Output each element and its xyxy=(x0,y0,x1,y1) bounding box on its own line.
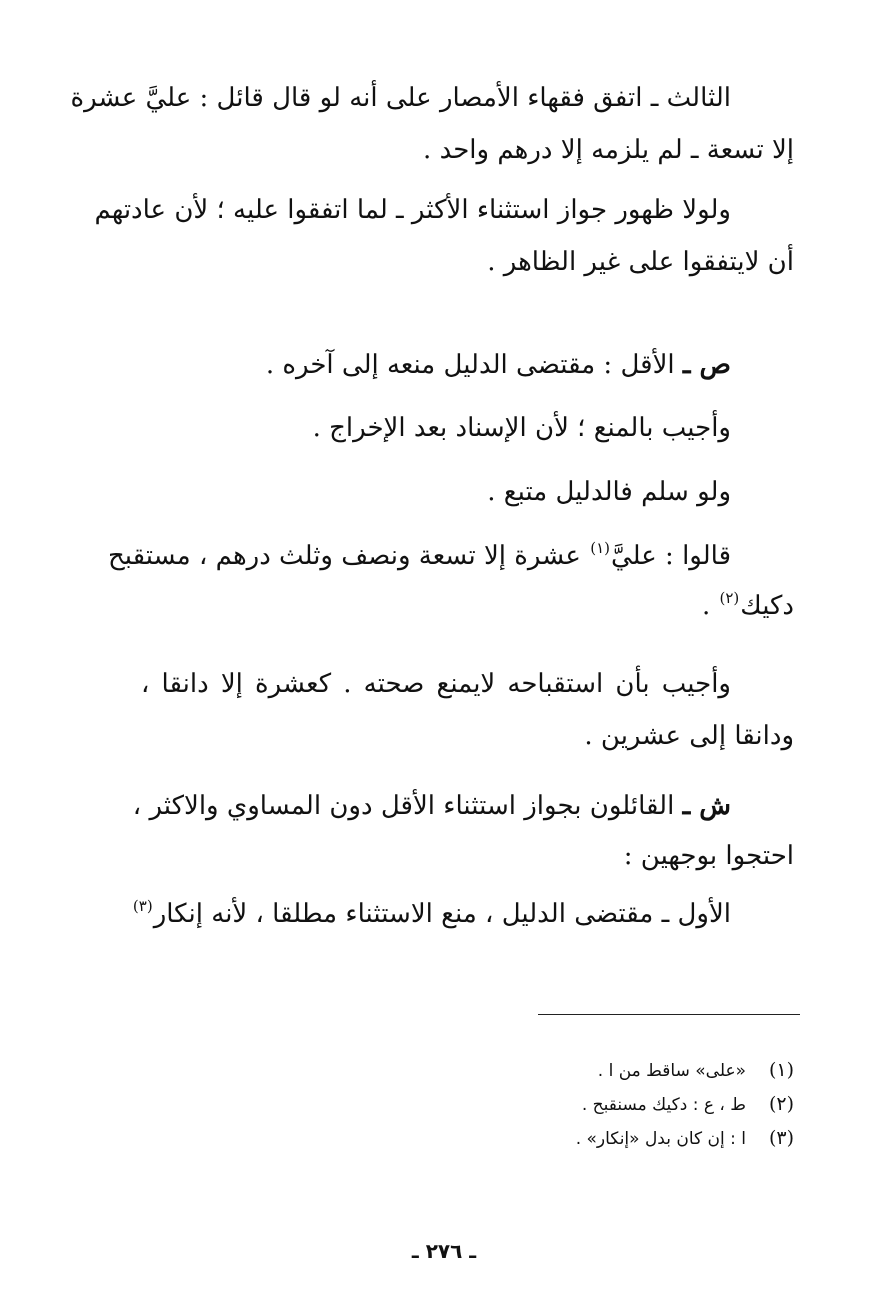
paragraph-9-text: الأول ـ مقتضى الدليل ، منع الاستثناء مطلقا ، لأنه إنكار xyxy=(153,899,731,929)
footnote-2 xyxy=(474,1090,794,1119)
page-number: ـ ٢٧٦ ـ xyxy=(411,1239,477,1263)
section-marker-shin: ش ـ xyxy=(682,791,731,821)
paragraph-6-line-2-part-b: . xyxy=(701,591,711,621)
paragraph-4-line-1: وأجيب بالمنع ؛ لأن الإسناد بعد الإخراج . xyxy=(312,413,731,443)
paragraph-6-line-1-part-a: قالوا : عليَّ xyxy=(610,541,731,571)
paragraph-3-text: الأقل : مقتضى الدليل منعه إلى آخره . xyxy=(265,350,675,380)
paragraph-2-line-1: ولولا ظهور جواز استثناء الأكثر ـ لما اتفقوا عليه ؛ لأن عادتهم xyxy=(94,195,731,225)
paragraph-9-line-1 xyxy=(111,894,731,937)
paragraph-5-line-1: ولو سلم فالدليل متبع . xyxy=(487,477,731,507)
paragraph-2-line-2: أن لايتفقوا على غير الظاهر . xyxy=(487,247,794,277)
footnote-ref-3: (٣) xyxy=(132,897,153,915)
paragraph-7-line-1: وأجيب بأن استقباحه لايمنع صحته . كعشرة إلا دانقا ، xyxy=(141,669,731,699)
footnote-3-number: (٣) xyxy=(768,1127,794,1149)
footnote-2-number: (٢) xyxy=(768,1093,794,1115)
paragraph-1-line-1: الثالث ـ اتفق فقهاء الأمصار على أنه لو قال قائل : عليَّ عشرة xyxy=(70,83,731,113)
footnote-ref-2: (٢) xyxy=(719,589,740,607)
paragraph-6-line-2-part-a: دكيك xyxy=(740,591,794,621)
paragraph-3-line-1 xyxy=(141,345,731,385)
paragraph-1-line-2: إلا تسعة ـ لم يلزمه إلا درهم واحد . xyxy=(423,135,794,165)
footnote-3-text: ا : إن كان بدل «إنكار» . xyxy=(575,1129,746,1149)
paragraph-6-line-2 xyxy=(194,586,794,629)
footnote-ref-1: (١) xyxy=(590,539,610,557)
footnote-separator xyxy=(538,1014,800,1015)
section-marker-sad: ص ـ xyxy=(682,350,731,380)
footnote-3 xyxy=(474,1124,794,1153)
paragraph-8-line-2: احتجوا بوجهين : xyxy=(623,841,794,871)
paragraph-6-line-1 xyxy=(107,536,731,579)
footnote-1-text: «على» ساقط من ا . xyxy=(597,1061,746,1081)
footnote-1 xyxy=(474,1056,794,1085)
paragraph-8-line-1 xyxy=(132,786,731,826)
paragraph-6-line-1-part-b: عشرة إلا تسعة ونصف وثلث درهم ، مستقبح xyxy=(107,541,581,571)
paragraph-8-line-1-text: القائلون بجواز استثناء الأقل دون المساوي والاكثر ، xyxy=(132,791,675,821)
paragraph-7-line-2: ودانقا إلى عشرين . xyxy=(584,721,794,751)
footnote-2-text: ط ، ع : دكيك مسنقبح . xyxy=(581,1095,746,1115)
footnote-1-number: (١) xyxy=(768,1059,794,1081)
